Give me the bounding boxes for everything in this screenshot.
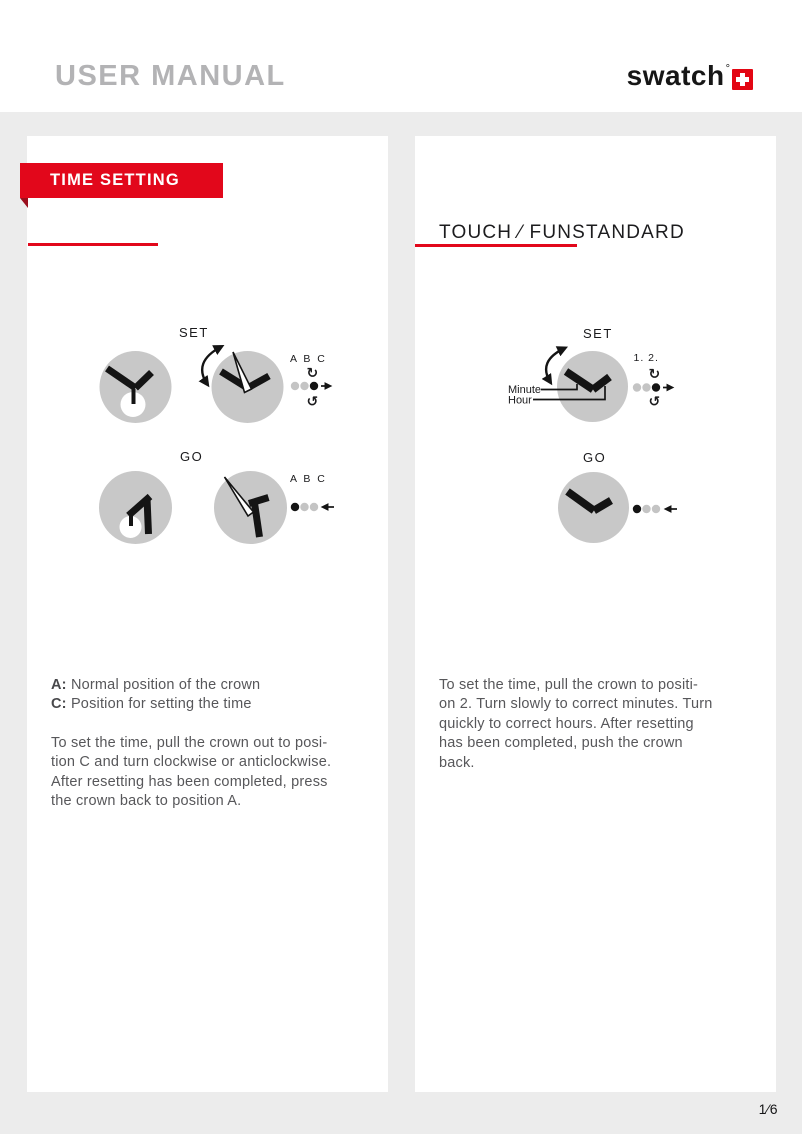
crown-dot-b (300, 503, 308, 511)
go-label: GO (180, 449, 204, 464)
diagram-time-setting (27, 300, 388, 570)
crown-position-indicator-set (291, 366, 330, 411)
body-line: tion C and turn clockwise or anticlockwise. (51, 754, 332, 771)
page-number: 1⁄6 (758, 1101, 778, 1117)
time-setting-instructions (51, 676, 371, 811)
watch-go-position-a (99, 471, 172, 544)
crown-position-indicator-go (633, 505, 677, 513)
touch-funstandard-instructions (439, 676, 759, 773)
crown-dot-1 (633, 383, 641, 391)
watch-touch-go (558, 472, 629, 543)
instruction-paragraph (439, 676, 759, 773)
hour-hand (255, 503, 260, 537)
swatch-wordmark: swatch (626, 60, 725, 91)
minute-label: Minute (508, 384, 542, 396)
rotate-ccw-icon: ↺ (648, 394, 661, 410)
crown-position-indicator-set (633, 367, 672, 411)
watch-go-position-c (214, 471, 287, 544)
touch-funstandard-heading: TOUCH ⁄ FUNSTANDARD (439, 222, 685, 243)
hour-label: Hour (508, 394, 532, 407)
crown-dot-a-active (291, 503, 299, 511)
steps-label: 1. 2. (633, 352, 659, 364)
time-setting-ribbon: TIME SETTING (20, 163, 223, 198)
set-label: SET (583, 326, 613, 341)
legend-key: A: (51, 677, 67, 693)
crown-dot-c-active (310, 382, 318, 390)
user-manual-title: USER MANUAL (55, 60, 286, 92)
crown-dot-mid (642, 505, 650, 513)
panel-touch-funstandard (415, 136, 776, 1092)
legend-text: Normal position of the crown (70, 677, 261, 693)
registered-degree-mark: ° (725, 63, 730, 75)
red-rule-right (415, 244, 577, 247)
legend-line-c (51, 695, 371, 714)
set-label: SET (179, 325, 209, 340)
crown-dot-c (310, 503, 318, 511)
body-line: To set the time, pull the crown out to posi- (51, 734, 328, 751)
instruction-paragraph (51, 734, 371, 812)
diagram-touch-funstandard (415, 300, 776, 570)
watch-touch-set (546, 348, 628, 422)
go-label: GO (583, 450, 607, 465)
cross-horizontal-bar (736, 77, 749, 82)
body-line: has been completed, push the crown (439, 735, 683, 752)
legend-text: Position for setting the time (70, 696, 252, 713)
rotate-cw-icon: ↻ (306, 365, 319, 382)
crown-dot-2 (652, 505, 660, 513)
body-line: After resetting has been completed, press (51, 773, 328, 790)
body-line: To set the time, pull the crown to positi- (439, 677, 699, 693)
red-rule-left (28, 243, 158, 246)
crown-dot-a (291, 382, 299, 390)
rotate-cw-icon: ↻ (648, 366, 661, 383)
body-line: on 2. Turn slowly to correct minutes. Turn (439, 696, 713, 713)
abc-label-go: A B C (290, 473, 327, 485)
legend-key: C: (51, 696, 67, 713)
body-line: the crown back to position A. (51, 793, 242, 810)
swatch-logo (627, 62, 753, 90)
page-header (0, 0, 802, 112)
legend-line-a (51, 676, 371, 695)
swiss-cross-icon (732, 69, 753, 90)
abc-label-set: A B C (290, 353, 327, 365)
panel-time-setting (27, 136, 388, 1092)
crown-position-indicator-go (291, 503, 334, 511)
crown-dot-1-active (633, 505, 641, 513)
body-line: quickly to correct hours. After resetting (439, 715, 694, 732)
crown-dot-2-active (652, 383, 660, 391)
watch-set-position-a (100, 351, 172, 423)
crown-dot-mid (642, 383, 650, 391)
watch-set-position-c (202, 347, 283, 424)
crown-dot-b (300, 382, 308, 390)
rotate-ccw-icon: ↺ (306, 394, 319, 410)
body-line: back. (439, 754, 475, 771)
hour-hand (147, 498, 149, 534)
